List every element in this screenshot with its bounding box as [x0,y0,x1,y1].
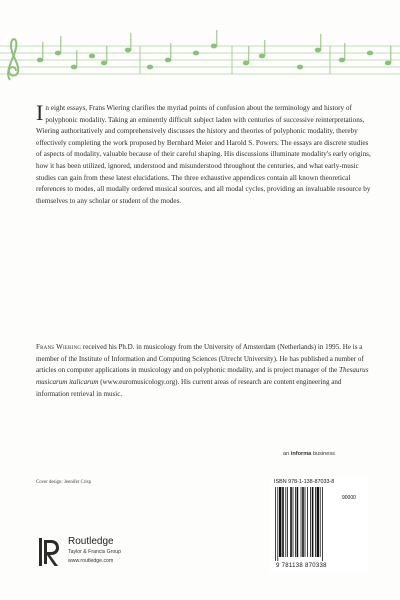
author-bio [36,342,371,401]
drop-cap: I [36,100,44,125]
publisher-subtitle: Taylor & Francis Group [68,549,122,555]
bio-text-1: received his Ph.D. in musicology from the University of Amsterdam (Netherlands) in 1995. He is a member of the Institute of Information and Computing Sciences (Utrecht University). He has published a number of articles on computer applications in musicology and on polyphonic modality, and is project manager of the [36,343,364,375]
project-title: Thesaurus musicarum italicarum [36,366,369,387]
informa-tagline [283,451,335,457]
music-staff-graphic [0,28,400,98]
isbn-barcode [270,477,368,573]
routledge-r-icon [36,536,62,568]
barcode-bars [274,487,340,561]
description-text: n eight essays, Frans Wiering clarifies the myriad points of confusion about the terminology and history of polyphonic modality. Taking an eminently difficult subject laden with centuries of successive reinterpretations, Wiering authoritatively and comprehensively discusses the history and theories of polyphonic modality, thereby effectively completing the work proposed by Bernhard Meier and Harold S. Powers. The essays are discrete studies of aspects of modality, valuable because of their careful shaping. His discussions illuminate modality's early origins, how it has been utilized, ignored, understood and misunderstood throughout the centuries, and what early-music studies can gain from these latest elucidations. The three exhaustive appendices contain all known theoretical references to modes, all modally ordered musical sources, and all modal cycles, providing an invaluable resource by themselves to any scholar or student of the modes. [36,104,371,205]
informa-prefix: an [283,451,291,457]
description-paragraph [36,100,371,207]
author-name: Frans Wiering [36,343,82,351]
price-code: 90000 [342,495,356,501]
informa-bold: informa [290,451,312,457]
isbn-label: ISBN 978-1-138-87033-8 [274,479,335,485]
publisher-logo [36,534,146,574]
cover-credit: Cover design: Jennifer Crisp [36,480,92,485]
bio-text-2: (www.euromusicology.org). His current areas of research are content engineering and information retrieval in music. [36,378,342,398]
barcode-number: 9 781138 870338 [276,563,327,569]
informa-suffix: business [311,451,335,457]
publisher-name: Routledge [68,536,114,547]
publisher-url: www.routledge.com [68,558,114,564]
